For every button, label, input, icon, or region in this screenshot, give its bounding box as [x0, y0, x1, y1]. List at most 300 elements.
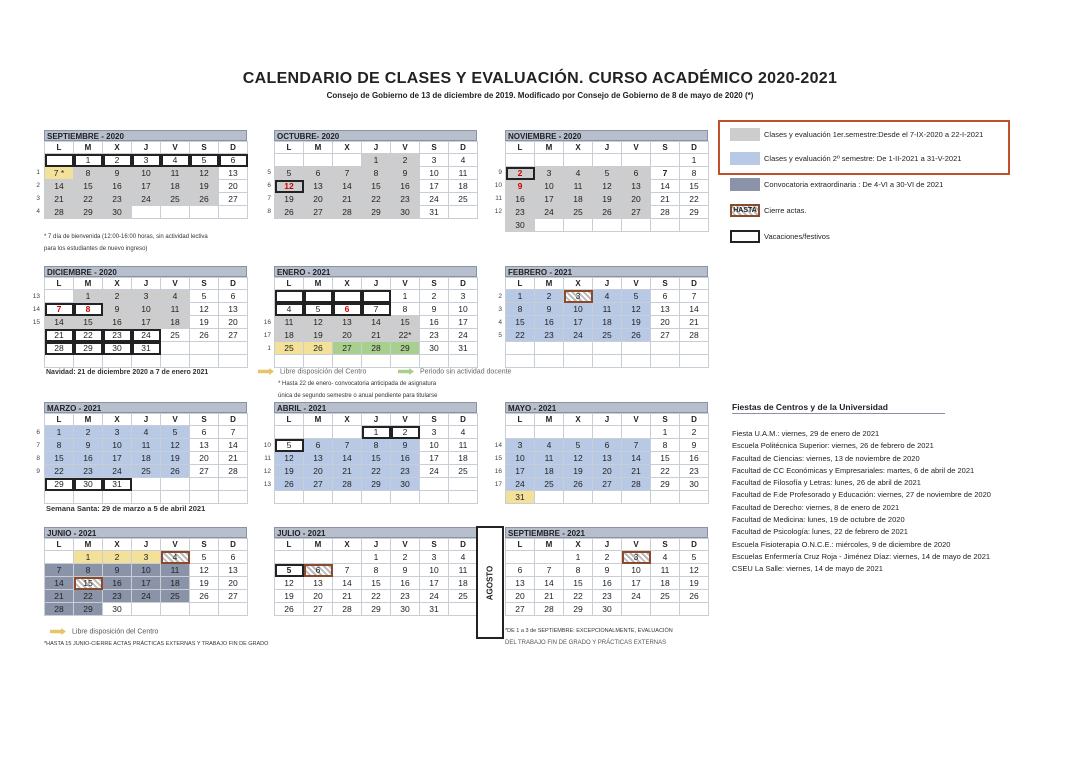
day-cell: 10	[449, 303, 478, 316]
day-header: X	[333, 142, 362, 154]
day-cell: 28	[333, 206, 362, 219]
day-header: M	[535, 142, 564, 154]
day-cell	[45, 491, 74, 504]
day-cell: 14	[333, 577, 362, 590]
day-cell: 1	[391, 290, 420, 303]
day-cell: 26	[275, 603, 304, 616]
day-header: L	[506, 278, 535, 290]
day-cell: 15	[74, 577, 103, 590]
day-cell: 12	[190, 303, 219, 316]
day-cell	[103, 355, 132, 368]
day-cell	[190, 603, 219, 616]
day-cell: 14	[45, 180, 74, 193]
day-cell: 27	[304, 206, 333, 219]
day-cell: 1	[362, 154, 391, 167]
day-cell	[275, 355, 304, 368]
month-grid	[274, 277, 478, 368]
day-header: V	[391, 414, 420, 426]
week-row	[506, 590, 709, 603]
day-cell: 15	[362, 577, 391, 590]
week-number: 6	[36, 429, 40, 436]
day-cell: 4	[651, 551, 680, 564]
legend-ex: Convocatoria extraordinaria : De 4-VI a 30-VI de 2021	[730, 178, 943, 191]
week-row	[45, 193, 248, 206]
day-cell: 24	[132, 590, 161, 603]
day-cell: 1	[564, 551, 593, 564]
week-number: 11	[264, 455, 271, 462]
day-cell: 23	[680, 465, 709, 478]
day-header: S	[651, 142, 680, 154]
week-number: 4	[498, 319, 502, 326]
day-cell	[304, 355, 333, 368]
fiesta-item: Facultad de F.de Profesorado y Educación: viernes, 27 de noviembre de 2020	[732, 490, 991, 500]
day-header: S	[420, 414, 449, 426]
day-cell: 14	[45, 316, 74, 329]
day-cell: 17	[506, 465, 535, 478]
week-row	[45, 491, 248, 504]
day-cell: 13	[304, 180, 333, 193]
arrow-icon	[50, 628, 66, 635]
day-cell: 2	[506, 167, 535, 180]
day-cell: 31	[449, 342, 478, 355]
day-cell: 13	[593, 452, 622, 465]
day-cell: 25	[275, 342, 304, 355]
day-cell: 8	[362, 167, 391, 180]
day-cell: 14	[333, 180, 362, 193]
day-cell: 30	[103, 342, 132, 355]
day-cell: 24	[132, 329, 161, 342]
day-cell: 22	[74, 329, 103, 342]
day-cell: 2	[103, 290, 132, 303]
day-cell: 12	[275, 577, 304, 590]
day-cell: 21	[333, 193, 362, 206]
day-header: J	[132, 414, 161, 426]
week-row	[275, 167, 478, 180]
day-cell: 1	[362, 551, 391, 564]
day-header: M	[74, 414, 103, 426]
day-cell: 6	[304, 439, 333, 452]
week-row	[45, 329, 248, 342]
day-header: L	[45, 278, 74, 290]
day-cell: 6	[333, 303, 362, 316]
week-number: 13	[32, 293, 40, 300]
day-cell: 22	[362, 465, 391, 478]
week-row	[275, 577, 478, 590]
day-cell: 18	[449, 452, 478, 465]
day-cell	[190, 355, 219, 368]
day-cell: 11	[449, 439, 478, 452]
day-cell: 24	[420, 465, 449, 478]
fiesta-item: Facultad de CC Económicas y Empresariales: martes, 6 de abril de 2021	[732, 465, 975, 475]
week-number: 6	[267, 182, 271, 189]
week-number: 5	[267, 169, 271, 176]
day-cell	[535, 342, 564, 355]
day-cell: 27	[333, 342, 362, 355]
day-cell: 26	[564, 478, 593, 491]
week-row	[506, 329, 709, 342]
day-cell: 9	[103, 167, 132, 180]
day-cell: 16	[420, 316, 449, 329]
day-cell: 24	[564, 329, 593, 342]
month-jan-2021	[274, 266, 477, 368]
month-grid	[274, 141, 478, 219]
week-row	[275, 564, 478, 577]
day-cell: 1	[74, 551, 103, 564]
day-cell: 2	[103, 154, 132, 167]
day-cell: 16	[103, 180, 132, 193]
day-cell	[420, 491, 449, 504]
day-cell: 6	[651, 290, 680, 303]
week-row	[275, 342, 478, 355]
day-cell: 4	[132, 426, 161, 439]
day-cell: 7	[680, 290, 709, 303]
day-cell: 11	[161, 167, 190, 180]
day-cell: 18	[564, 193, 593, 206]
day-cell: 15	[74, 180, 103, 193]
day-cell: 10	[535, 180, 564, 193]
week-number: 13	[263, 481, 271, 488]
day-cell	[535, 551, 564, 564]
week-row	[506, 439, 709, 452]
day-header: V	[161, 142, 190, 154]
month-name: DICIEMBRE - 2020	[44, 266, 247, 277]
day-cell: 24	[535, 206, 564, 219]
day-cell	[304, 551, 333, 564]
day-cell	[161, 478, 190, 491]
day-cell: 29	[74, 603, 103, 616]
day-cell	[161, 206, 190, 219]
week-row	[45, 452, 248, 465]
day-cell: 2	[420, 290, 449, 303]
week-number: 7	[36, 442, 40, 449]
day-cell: 5	[190, 290, 219, 303]
day-cell: 29	[564, 603, 593, 616]
day-cell: 18	[449, 577, 478, 590]
day-cell	[622, 355, 651, 368]
day-header: M	[74, 142, 103, 154]
week-number: 12	[263, 468, 271, 475]
day-cell	[219, 478, 248, 491]
day-cell: 6	[219, 154, 248, 167]
day-cell	[161, 342, 190, 355]
day-cell	[45, 355, 74, 368]
day-cell: 23	[103, 329, 132, 342]
day-header: V	[391, 278, 420, 290]
week-number: 10	[263, 442, 271, 449]
fiesta-item: Facultad de Filosofía y Letras: lunes, 26 de abril de 2021	[732, 478, 921, 488]
day-cell: 28	[622, 478, 651, 491]
week-number: 14	[494, 442, 502, 449]
fiestas-list	[732, 428, 991, 576]
day-cell	[304, 290, 333, 303]
day-cell: 7	[362, 303, 391, 316]
day-cell: 30	[680, 478, 709, 491]
day-cell	[680, 491, 709, 504]
day-cell: 13	[506, 577, 535, 590]
day-cell: 10	[622, 564, 651, 577]
day-cell	[535, 426, 564, 439]
fiesta-item: Escuelas Enfermería Cruz Roja - Jiménez Díaz: viernes, 14 de mayo de 2021	[732, 551, 991, 561]
day-header: M	[535, 278, 564, 290]
day-cell: 23	[593, 590, 622, 603]
day-cell: 5	[190, 551, 219, 564]
day-cell: 12	[190, 167, 219, 180]
day-cell	[564, 491, 593, 504]
day-cell: 3	[420, 154, 449, 167]
day-cell: 24	[449, 329, 478, 342]
agosto-box	[476, 526, 504, 639]
day-cell: 13	[622, 180, 651, 193]
day-cell: 17	[535, 193, 564, 206]
day-header: X	[333, 414, 362, 426]
day-cell: 7	[219, 426, 248, 439]
week-row	[506, 551, 709, 564]
day-cell	[651, 491, 680, 504]
day-header: L	[45, 414, 74, 426]
day-cell	[564, 342, 593, 355]
day-cell: 10	[506, 452, 535, 465]
legend-vac: Vacaciones/festivos	[730, 230, 830, 243]
day-header-row	[275, 142, 478, 154]
day-cell: 6	[219, 551, 248, 564]
day-cell: 4	[161, 154, 190, 167]
month-oct-2020	[274, 130, 477, 219]
day-cell: 30	[391, 206, 420, 219]
day-cell: 17	[420, 180, 449, 193]
month-grid	[505, 141, 709, 232]
month-grid	[505, 413, 709, 504]
day-cell: 9	[74, 439, 103, 452]
day-cell: 18	[161, 577, 190, 590]
day-cell	[304, 491, 333, 504]
week-row	[506, 206, 709, 219]
day-cell	[680, 342, 709, 355]
day-cell: 30	[593, 603, 622, 616]
day-cell	[132, 355, 161, 368]
day-cell: 13	[651, 303, 680, 316]
day-cell: 22	[74, 590, 103, 603]
week-row	[45, 180, 248, 193]
day-cell: 6	[219, 290, 248, 303]
day-header: M	[304, 539, 333, 551]
day-cell: 20	[304, 193, 333, 206]
day-header-row	[45, 539, 248, 551]
day-cell	[190, 206, 219, 219]
fiesta-item: Fiesta U.A.M.: viernes, 29 de enero de 2021	[732, 429, 880, 438]
day-cell: 10	[103, 439, 132, 452]
day-cell: 19	[304, 329, 333, 342]
weeks-jan-2021	[261, 316, 271, 355]
note-sept-2: para los estudiantes de nuevo ingreso)	[44, 246, 148, 252]
day-cell	[45, 154, 74, 167]
day-cell: 17	[622, 577, 651, 590]
day-cell: 19	[161, 452, 190, 465]
day-cell: 29	[45, 478, 74, 491]
day-header: D	[680, 142, 709, 154]
week-row	[506, 564, 709, 577]
day-header: L	[506, 539, 535, 551]
day-cell	[420, 478, 449, 491]
day-header: M	[304, 278, 333, 290]
week-row	[45, 439, 248, 452]
day-cell	[74, 491, 103, 504]
month-name: MAYO - 2021	[505, 402, 708, 413]
day-cell	[45, 551, 74, 564]
week-row	[45, 465, 248, 478]
day-header-row	[506, 278, 709, 290]
day-cell: 12	[304, 316, 333, 329]
day-cell: 7	[45, 303, 74, 316]
day-cell: 18	[161, 180, 190, 193]
day-cell: 20	[622, 193, 651, 206]
day-header: V	[391, 539, 420, 551]
day-header: X	[564, 539, 593, 551]
day-cell	[219, 342, 248, 355]
note-libre: Libre disposición del Centro	[258, 368, 366, 375]
day-cell	[275, 154, 304, 167]
day-cell: 4	[564, 167, 593, 180]
day-cell: 31	[420, 603, 449, 616]
day-cell: 20	[651, 316, 680, 329]
week-row	[275, 180, 478, 193]
day-cell: 3	[132, 290, 161, 303]
day-cell: 6	[304, 564, 333, 577]
week-row	[45, 154, 248, 167]
day-cell	[593, 491, 622, 504]
day-cell: 7	[651, 167, 680, 180]
day-cell: 15	[680, 180, 709, 193]
day-cell: 25	[564, 206, 593, 219]
day-cell: 23	[103, 590, 132, 603]
day-cell: 12	[190, 564, 219, 577]
day-cell	[651, 342, 680, 355]
month-may-2021	[505, 402, 708, 504]
day-header: L	[275, 142, 304, 154]
day-cell: 2	[680, 426, 709, 439]
day-cell: 12	[622, 303, 651, 316]
day-cell: 25	[593, 329, 622, 342]
day-cell	[391, 355, 420, 368]
day-cell: 27	[651, 329, 680, 342]
day-cell: 22	[680, 193, 709, 206]
week-number: 1	[267, 345, 271, 352]
day-header: S	[420, 539, 449, 551]
day-header: M	[535, 414, 564, 426]
day-cell: 22	[506, 329, 535, 342]
day-cell: 18	[132, 452, 161, 465]
day-cell: 22	[362, 590, 391, 603]
day-cell: 3	[622, 551, 651, 564]
day-cell: 19	[680, 577, 709, 590]
day-header: V	[391, 142, 420, 154]
day-cell	[564, 355, 593, 368]
day-cell: 4	[161, 290, 190, 303]
day-cell	[275, 551, 304, 564]
day-cell	[506, 426, 535, 439]
day-cell	[275, 491, 304, 504]
day-header: L	[506, 142, 535, 154]
month-grid	[44, 277, 248, 368]
month-name: NOVIEMBRE - 2020	[505, 130, 708, 141]
day-cell: 15	[651, 452, 680, 465]
day-header: J	[132, 278, 161, 290]
week-number: 10	[494, 182, 502, 189]
day-cell	[132, 603, 161, 616]
day-cell: 18	[449, 180, 478, 193]
day-cell: 24	[420, 193, 449, 206]
day-cell: 30	[103, 206, 132, 219]
day-cell: 29	[651, 478, 680, 491]
day-cell: 1	[506, 290, 535, 303]
day-cell	[161, 355, 190, 368]
legend-hasta: HASTA Cierre actas.	[730, 204, 807, 217]
week-row	[275, 329, 478, 342]
day-cell	[45, 290, 74, 303]
day-cell: 1	[74, 154, 103, 167]
day-cell: 14	[219, 439, 248, 452]
day-cell	[564, 219, 593, 232]
week-row	[275, 590, 478, 603]
day-cell: 1	[45, 426, 74, 439]
week-number: 2	[498, 293, 502, 300]
week-number: 7	[267, 195, 271, 202]
day-header: X	[333, 278, 362, 290]
day-cell: 9	[506, 180, 535, 193]
day-header-row	[275, 539, 478, 551]
day-cell: 6	[593, 439, 622, 452]
day-cell	[449, 206, 478, 219]
day-cell	[420, 355, 449, 368]
fiesta-item: Facultad de Derecho: viernes, 8 de enero de 2021	[732, 502, 900, 512]
day-cell: 17	[103, 452, 132, 465]
month-jul-2021	[274, 527, 477, 616]
day-cell	[535, 154, 564, 167]
day-cell	[622, 491, 651, 504]
day-cell: 18	[161, 316, 190, 329]
day-cell: 3	[420, 551, 449, 564]
week-number: 11	[495, 195, 502, 202]
month-mar-2021	[44, 402, 247, 504]
week-row	[45, 577, 248, 590]
day-cell: 21	[45, 329, 74, 342]
day-cell: 15	[391, 316, 420, 329]
day-cell: 15	[362, 180, 391, 193]
day-cell: 28	[333, 603, 362, 616]
day-cell: 17	[449, 316, 478, 329]
day-cell: 26	[304, 342, 333, 355]
day-cell: 5	[190, 154, 219, 167]
day-cell	[564, 426, 593, 439]
day-cell	[680, 603, 709, 616]
day-cell: 9	[680, 439, 709, 452]
day-header: V	[161, 539, 190, 551]
day-cell: 2	[74, 426, 103, 439]
day-cell: 22	[45, 465, 74, 478]
day-cell	[219, 206, 248, 219]
day-cell: 30	[103, 603, 132, 616]
day-header: J	[593, 278, 622, 290]
day-cell: 16	[593, 577, 622, 590]
day-header: J	[132, 142, 161, 154]
day-cell: 14	[333, 452, 362, 465]
day-cell: 23	[391, 193, 420, 206]
month-name: ENERO - 2021	[274, 266, 477, 277]
day-cell: 18	[535, 465, 564, 478]
week-row	[275, 478, 478, 491]
weeks-apr-2021	[261, 439, 271, 491]
day-cell	[333, 154, 362, 167]
day-header: D	[449, 414, 478, 426]
